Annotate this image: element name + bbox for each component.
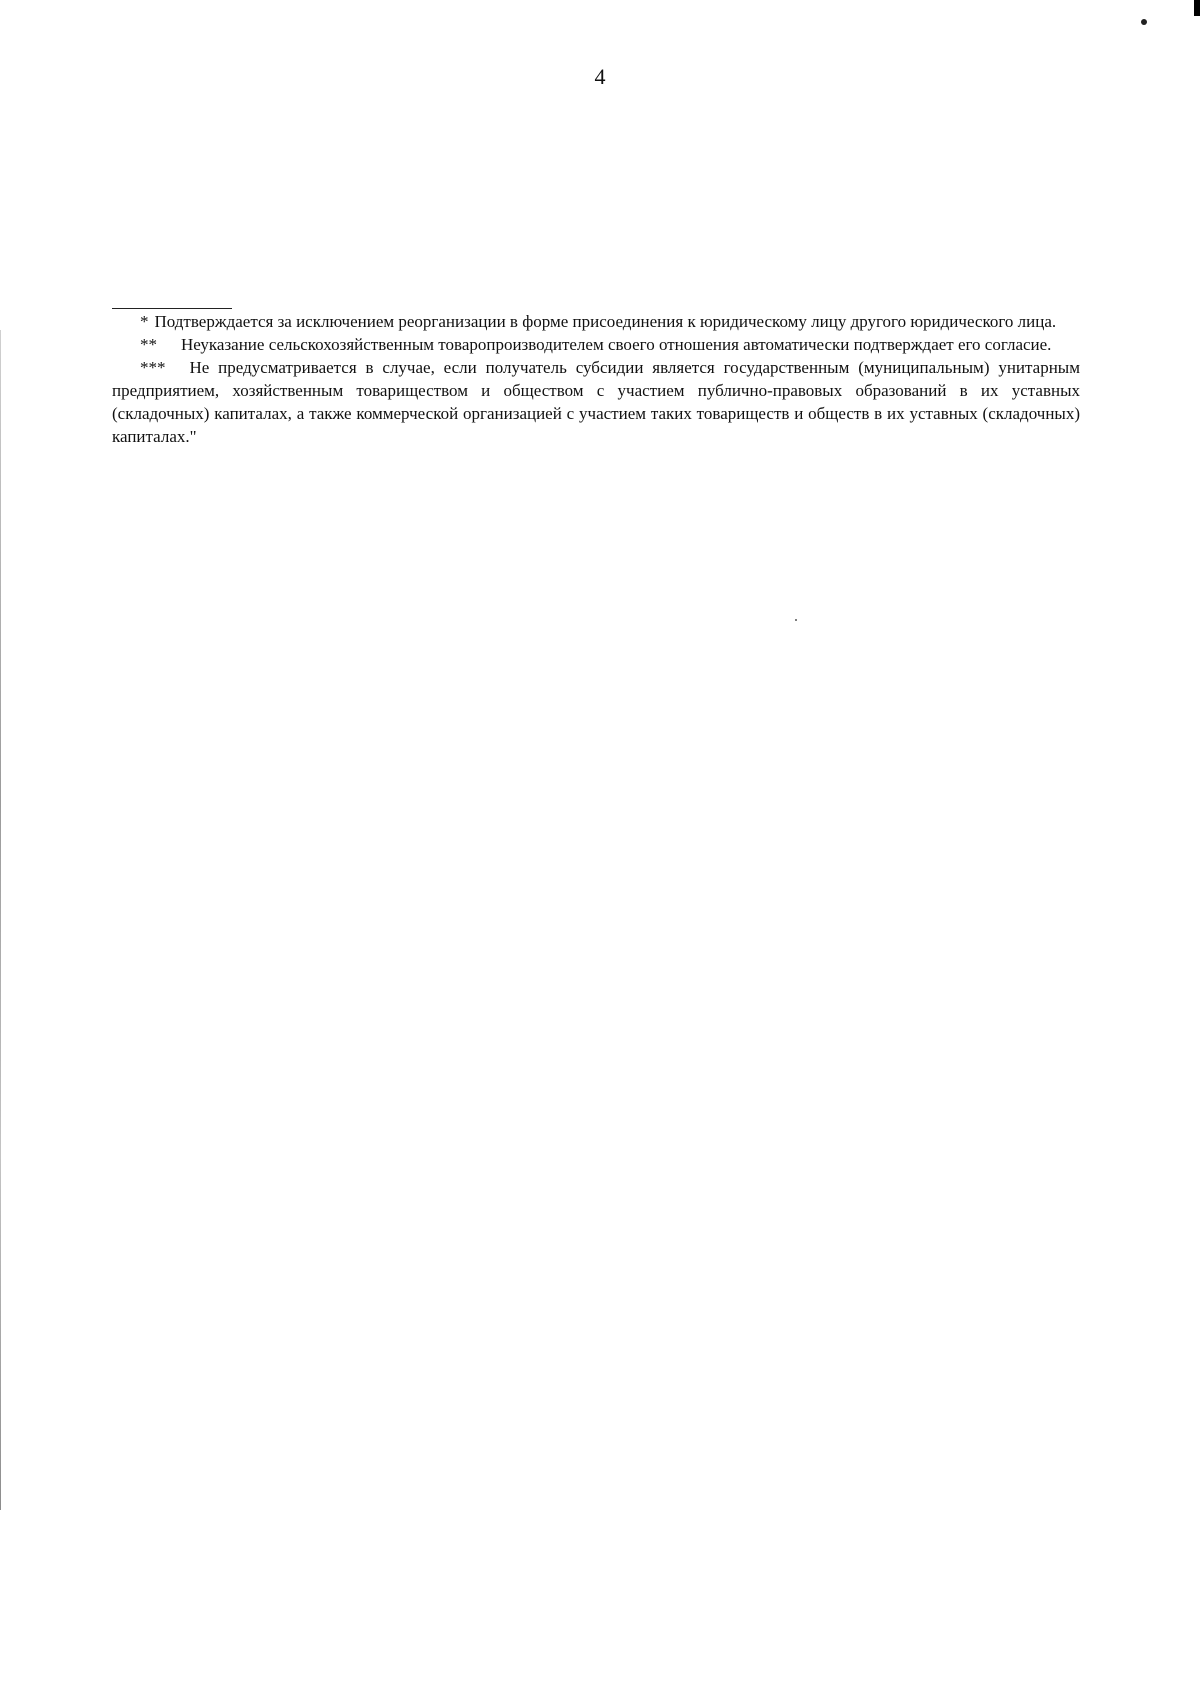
scan-left-edge (0, 330, 1, 1510)
footnote-separator (112, 308, 232, 309)
footnote-text: Неуказание сельскохозяйственным товаропроизводителем своего отношения автоматически подтверждает его согласие. (181, 335, 1052, 354)
scan-speck (795, 619, 797, 621)
scan-edge-mark (1194, 0, 1200, 16)
footnote-1 (112, 310, 1080, 333)
page-number: 4 (594, 64, 606, 89)
footnotes (112, 310, 1080, 448)
footnote-3 (112, 356, 1080, 448)
footnote-2 (112, 333, 1080, 356)
footnote-text: Подтверждается за исключением реорганизации в форме присоединения к юридическому лицу другого юридического лица. (154, 312, 1057, 331)
footnote-text: Не предусматривается в случае, если получатель субсидии является государственным (муниципальным) унитарным предприятием, хозяйственным товариществом и обществом с участием публично-правовых образований в их уставных (складочных) капиталах, а также коммерческой организацией с участием таких товариществ и обществ в их уставных (складочных) капиталах." (112, 358, 1080, 446)
scan-dot (1141, 19, 1147, 25)
footnote-mark: *** (140, 358, 166, 377)
footnote-mark: ** (140, 335, 157, 354)
footnote-mark: * (140, 312, 149, 331)
